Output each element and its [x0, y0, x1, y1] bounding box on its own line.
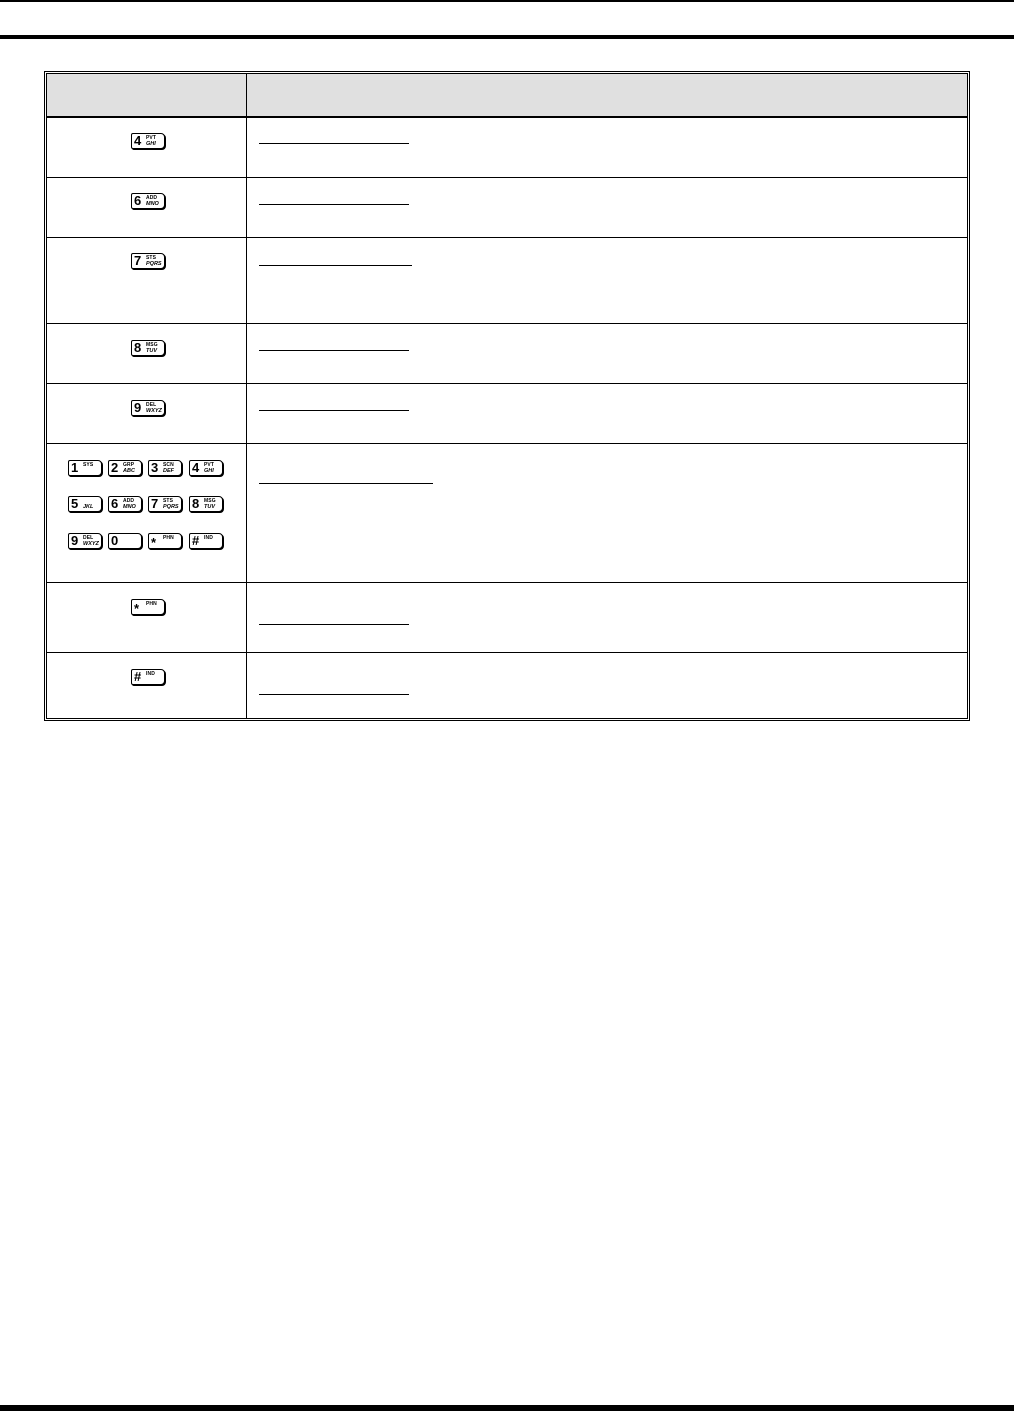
- keypad-0-key: 0: [108, 533, 142, 549]
- table-row-key-star: [47, 583, 967, 653]
- keypad-4-pvt-key: 4 PVT GHI: [189, 460, 223, 476]
- table-row-key-7: [47, 238, 967, 324]
- keypad-2-grp-key: 2 GRP ABC: [108, 460, 142, 476]
- table-row-key-4: [47, 117, 967, 178]
- table-row-key-hash: [47, 653, 967, 718]
- table-row-key-8: [47, 324, 967, 384]
- keypad-function-table: [44, 71, 970, 721]
- header-rule-thick: [0, 35, 1014, 39]
- full-keypad-grid: [47, 444, 246, 582]
- description-underline: [259, 350, 409, 351]
- header-rule-thin: [0, 0, 1014, 2]
- description-underline: [259, 204, 409, 205]
- keypad-star-phn-key: * PHN: [148, 533, 182, 549]
- keypad-8-msg-key: 8 MSG TUV: [131, 340, 165, 356]
- keypad-6-add-key: 6 ADD MNO: [108, 496, 142, 512]
- keypad-hash-ind-key: # IND: [131, 669, 165, 685]
- keypad-5-jkl-key: 5 JKL: [68, 496, 102, 512]
- description-underline: [259, 265, 412, 266]
- keypad-6-add-key: 6 ADD MNO: [131, 193, 165, 209]
- footer-rule-thick: [0, 1405, 1014, 1411]
- keypad-7-sts-key: 7 STS PQRS: [148, 496, 182, 512]
- description-underline: [259, 694, 409, 695]
- description-underline: [259, 410, 409, 411]
- description-underline: [259, 143, 409, 144]
- table-row-key-9: [47, 384, 967, 444]
- table-row-key-6: [47, 178, 967, 238]
- keypad-8-msg-key: 8 MSG TUV: [189, 496, 223, 512]
- keypad-1-sys-key: 1 SYS: [68, 460, 102, 476]
- description-underline: [259, 483, 433, 484]
- keypad-9-del-key: 9 DEL WXYZ: [131, 400, 165, 416]
- table-header-row: [47, 74, 967, 118]
- keypad-7-sts-key: 7 STS PQRS: [131, 253, 165, 269]
- table-row-all-keys: [47, 444, 967, 583]
- keypad-star-phn-key: * PHN: [131, 599, 165, 615]
- keypad-4-pvt-key: 4 PVT GHI: [131, 133, 165, 149]
- keypad-3-scn-key: 3 SCN DEF: [148, 460, 182, 476]
- description-underline: [259, 624, 409, 625]
- keypad-9-del-key: 9 DEL WXYZ: [68, 533, 102, 549]
- keypad-hash-ind-key: # IND: [189, 533, 223, 549]
